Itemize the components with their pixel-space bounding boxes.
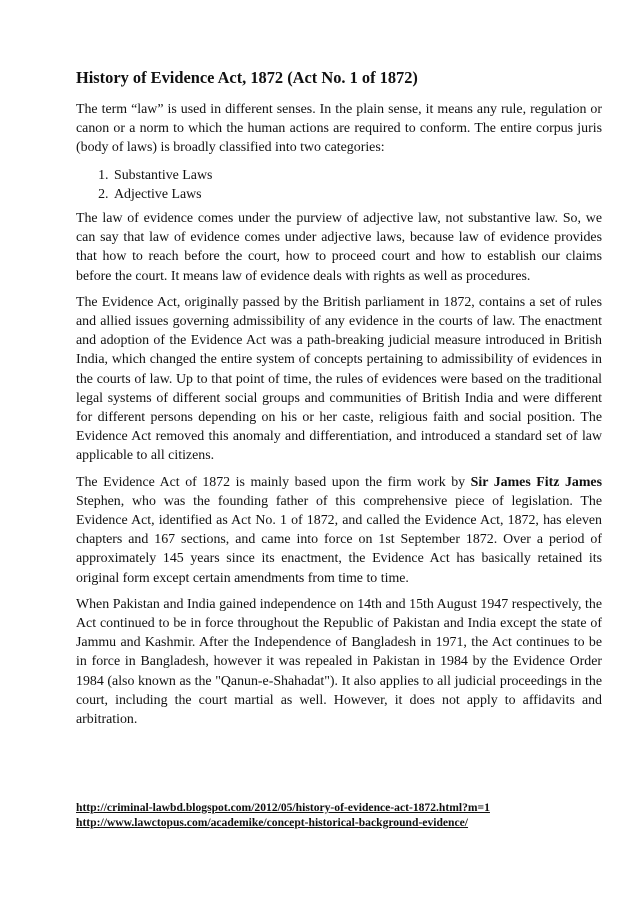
bold-name: Sir James Fitz James (470, 474, 602, 490)
list-item-adjective: 2. Adjective Laws (112, 185, 602, 204)
text-segment: The Evidence Act of 1872 is mainly based upon the firm work by (76, 474, 471, 490)
reference-link-2[interactable]: http://www.lawctopus.com/academike/concept-historical-background-evidence/ (76, 816, 469, 829)
paragraph-evidence-act-origin: The Evidence Act, originally passed by the British parliament in 1872, contains a set of rules and allied issues governing admissibility of any evidence in the courts of law. The enactment and adoption of the Evidence Act was a path-breaking judicial measure introduced in British India, which changed the entire system of concepts pertaining to admissibility of evidences in the courts of law. Up to that point of time, the rules of evidences were based on the traditional legal systems of different social groups and communities of British India and were different for different persons depending on his or her caste, religious faith and social position. The Evidence Act removed this anomaly and differentiation, and introduced a standard set of law applicable to all citizens. (76, 294, 602, 464)
references (76, 800, 602, 830)
document-body (76, 68, 602, 736)
text-segment: Stephen, who was the founding father of this comprehensive piece of legislation. The Evidence Act, identified as Act No. 1 of 1872, and called the Evidence Act, 1872, has eleven chapters and 167 sections, and came into force on 1st September 1872. Over a period of approximately 145 years since its enactment, the Evidence Act has basically retained its original form except certain amendments from time to time. (76, 493, 602, 586)
paragraph-adjective-law: The law of evidence comes under the purview of adjective law, not substantive law. So, we can say that law of evidence comes under adjective laws, because law of evidence provides that how to reach before the court, how to proceed court and how to establish our claims before the court. It means law of evidence deals with rights as well as procedures. (76, 211, 602, 284)
list-item-substantive: 1. Substantive Laws (112, 166, 602, 185)
law-categories-list (76, 166, 602, 204)
reference-link-1[interactable]: http://criminal-lawbd.blogspot.com/2012/05/history-of-evidence-act-1872.html?m=1 (76, 801, 490, 814)
paragraph-independence: When Pakistan and India gained independence on 14th and 15th August 1947 respectively, the Act continued to be in force throughout the Republic of Pakistan and India except the state of Jammu and Kashmir. After the Independence of Bangladesh in 1971, the Act continues to be in force in Bangladesh, however it was repealed in Pakistan in 1984 by the Evidence Order 1984 (also known as the "Qanun-e-Shahadat"). It also applies to all judicial proceedings in the court, including the court martial as well. However, it does not apply to affidavits and arbitration. (76, 596, 602, 728)
paragraph-law-definition: The term “law” is used in different senses. In the plain sense, it means any rule, regulation or canon or a norm to which the human actions are required to conform. The entire corpus juris (body of laws) is broadly classified into two categories: (76, 102, 602, 156)
paragraph-stephen (76, 473, 602, 588)
document-title: History of Evidence Act, 1872 (Act No. 1 of 1872) (76, 68, 418, 87)
